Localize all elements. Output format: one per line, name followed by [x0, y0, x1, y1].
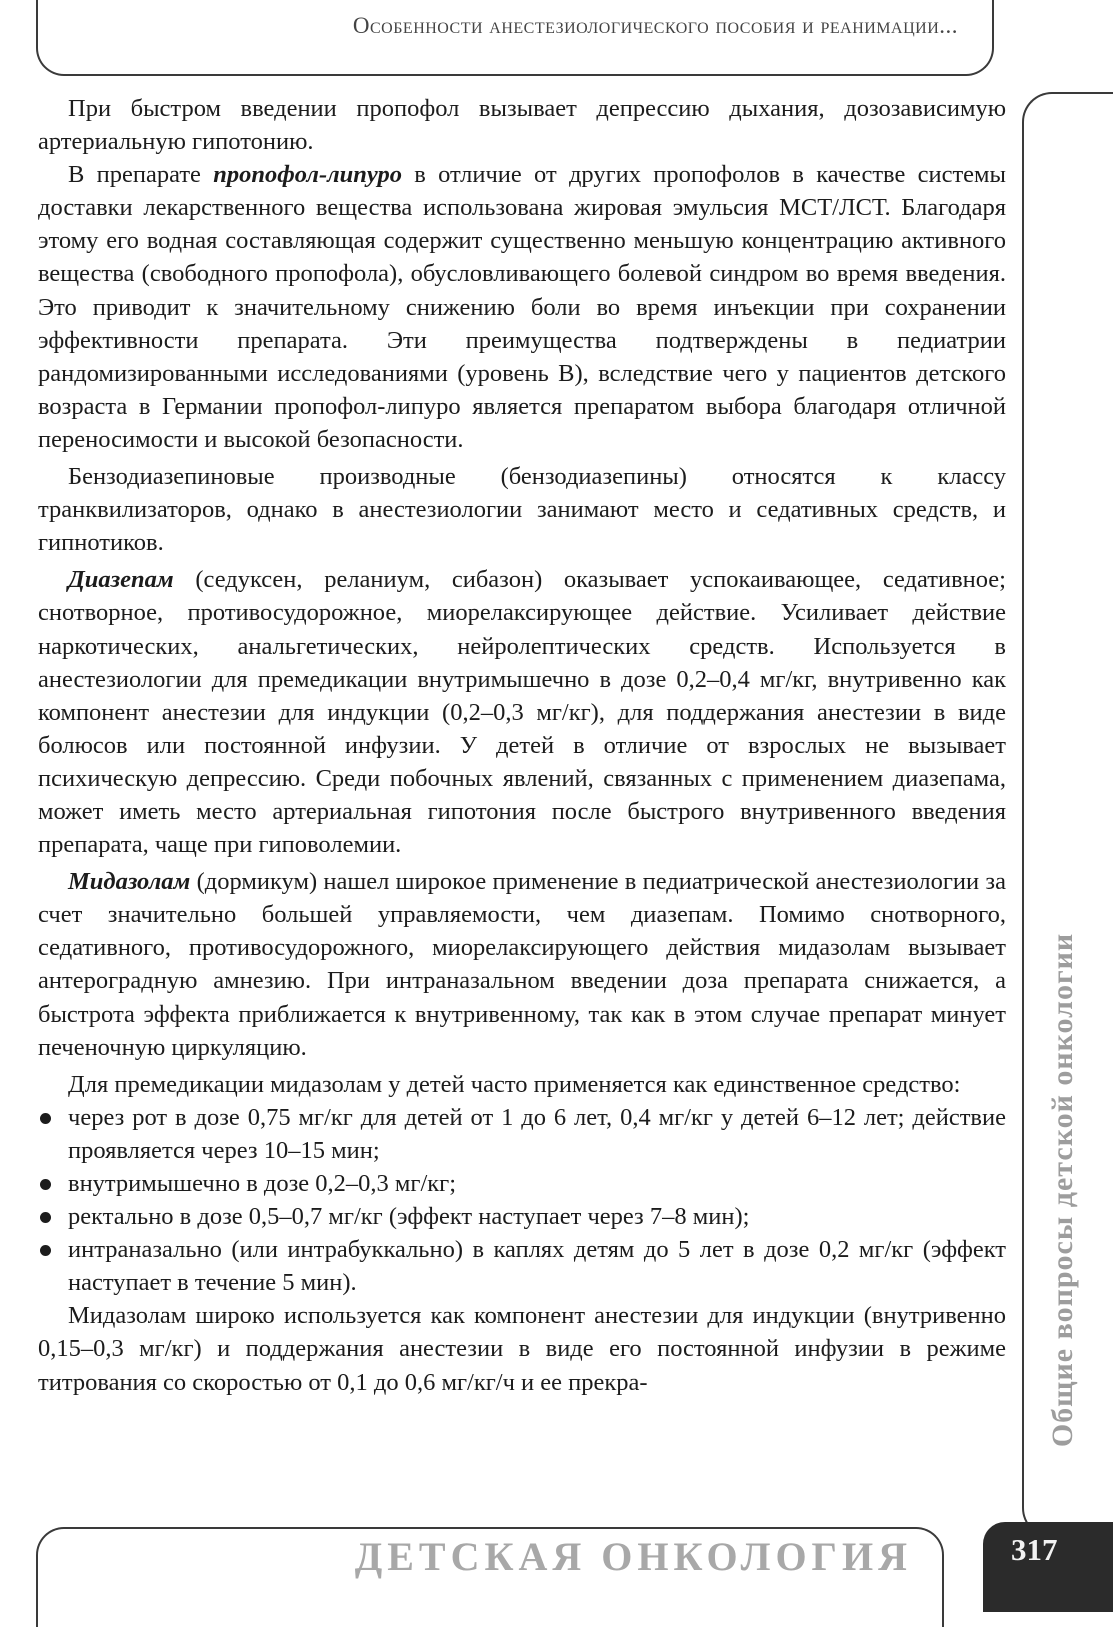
paragraph: Бензодиазепиновые производные (бензодиазепины) относятся к классу транквилизаторов, однако в анестезиологии занимают место и седативных средств, и гипнотиков.	[38, 463, 1006, 557]
footer-book-title: ДЕТСКАЯ ОНКОЛОГИЯ	[354, 1534, 912, 1579]
list-item: интраназально (или интрабуккально) в каплях детям до 5 лет в дозе 0,2 мг/кг (эффект наступает в течение 5 мин).	[38, 1233, 1006, 1299]
term-diazepam: Диазепам	[68, 566, 174, 594]
list-item: через рот в дозе 0,75 мг/кг для детей от 1 до 6 лет, 0,4 мг/кг у детей 6–12 лет; действие проявляется через 10–15 мин;	[38, 1101, 1006, 1167]
bullet-list	[38, 1101, 1006, 1300]
running-head: Особенности анестезиологического пособия и реанимации...	[352, 13, 958, 38]
paragraph: В препарате пропофол-липуро в отличие от других пропофолов в качестве системы доставки лекарственного вещества использована жировая эмульсия МСТ/ЛСТ. Благодаря этому его водная составляющая содержит существенно меньшую концентрацию активного вещества (свободного пропофола), обусловливающего болевой синдром во время введения. Это приводит к значительному снижению боли во время инъекции при сохранении эффективности препарата. Эти преимущества подтверждены в педиатрии рандомизированными исследованиями (уровень В), вследствие чего у пациентов детского возраста в Германии пропофол-липуро является препаратом выбора благодаря отличной переносимости и высокой безопасности.	[38, 161, 1006, 453]
page-number: 317	[1011, 1532, 1058, 1567]
footer-frame	[36, 1527, 944, 1627]
main-text	[38, 92, 1006, 1399]
list-item: внутримышечно в дозе 0,2–0,3 мг/кг;	[38, 1167, 1006, 1200]
paragraph: Для премедикации мидазолам у детей часто применяется как единственное средство:	[68, 1070, 961, 1098]
side-tab	[1034, 872, 1092, 1508]
paragraph: Мидазолам (дормикум) нашел широкое применение в педиатрической анестезиологии за счет значительно большей управляемости, чем диазепам. Помимо снотворного, седативного, противосудорожного, миорелаксирующего действия мидазолам вызывает антероградную амнезию. При интраназальном введении доза препарата снижается, а быстрота эффекта приближается к внутривенному, так как в этом случае препарат минует печеночную циркуляцию.	[38, 868, 1006, 1061]
list-item: ректально в дозе 0,5–0,7 мг/кг (эффект наступает через 7–8 мин);	[38, 1200, 1006, 1233]
side-tab-label: Общие вопросы детской онкологии	[1046, 932, 1079, 1448]
paragraph: Диазепам (седуксен, реланиум, сибазон) оказывает успокаивающее, седативное; снотворное, противосудорожное, миорелаксирующее действие. Усиливает действие наркотических, анальгетических, нейролептических средств. Используется в анестезиологии для премедикации внутримышечно в дозе 0,2–0,4 мг/кг, внутривенно как компонент анестезии для индукции (0,2–0,3 мг/кг), для поддержания анестезии в виде болюсов или постоянной инфузии. У детей в отличие от взрослых не вызывает психическую депрессию. Среди побочных явлений, связанных с применением диазепама, может иметь место артериальная гипотония после быстрого внутривенного введения препарата, чаще при гиповолемии.	[38, 566, 1006, 859]
term-midazolam: Мидазолам	[68, 868, 191, 896]
header-frame	[36, 0, 994, 76]
page-number-box	[983, 1522, 1113, 1612]
term-propofol-lipuro: пропофол-липуро	[213, 161, 402, 189]
paragraph: Мидазолам широко используется как компонент анестезии для индукции (внутривенно 0,15–0,3 мг/кг) и поддержания анестезии в виде его постоянной инфузии в режиме титрования со скоростью от 0,1 до 0,6 мг/кг/ч и ее прекра-	[38, 1302, 1006, 1396]
paragraph: При быстром введении пропофол вызывает депрессию дыхания, дозозависимую артериальную гипотонию.	[38, 95, 1006, 156]
